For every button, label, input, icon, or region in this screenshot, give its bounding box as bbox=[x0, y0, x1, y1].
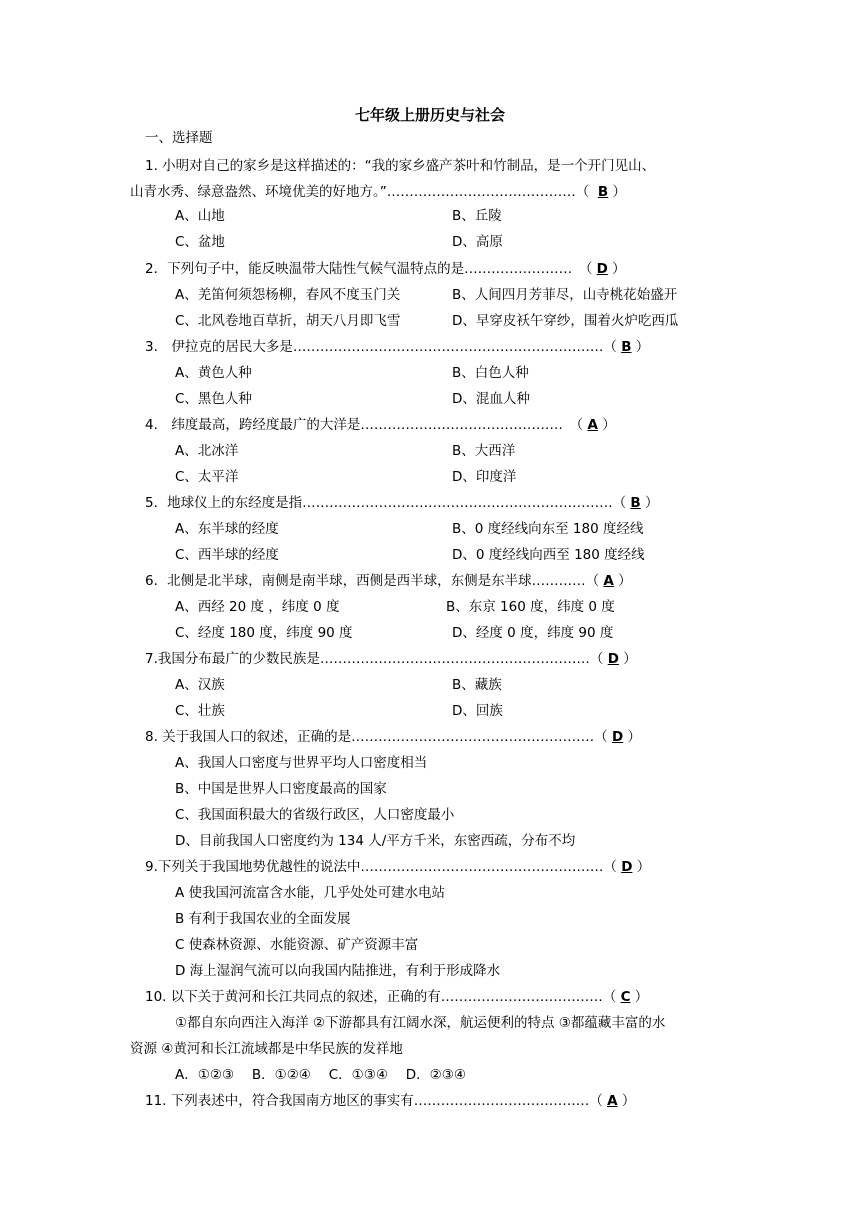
q7-option-c: C、壮族 bbox=[175, 703, 225, 719]
q1-option-a: A、山地 bbox=[175, 208, 225, 224]
q2-option-d: D、早穿皮袄午穿纱，围着火炉吃西瓜 bbox=[452, 313, 679, 329]
question-5-text: 5．地球仪上的东经度是指……………………………………………………………（ bbox=[145, 495, 627, 511]
question-1-stem-cont bbox=[130, 181, 626, 203]
q8-option-c: C、我国面积最大的省级行政区，人口密度最小 bbox=[175, 807, 455, 823]
q7-option-a: A、汉族 bbox=[175, 677, 225, 693]
q9-option-c: C 使森林资源、水能资源、矿产资源丰富 bbox=[175, 937, 419, 953]
question-1-stem-line2: 山青水秀、绿意盎然、环境优美的好地方。”……………………………………（ bbox=[130, 184, 590, 200]
q1-option-c: C、盆地 bbox=[175, 234, 225, 250]
q3-option-b: B、白色人种 bbox=[452, 365, 529, 381]
section-heading: 一、选择题 bbox=[145, 130, 213, 146]
question-10-text: 10. 以下关于黄河和长江共同点的叙述，正确的有………………………………（ bbox=[145, 989, 617, 1005]
q4-option-d: D、印度洋 bbox=[452, 469, 517, 485]
question-7-stem bbox=[145, 648, 637, 670]
question-10-answer: C bbox=[620, 989, 631, 1005]
question-3-stem bbox=[145, 336, 649, 358]
question-2-close: ） bbox=[612, 261, 626, 277]
question-2-answer: D bbox=[596, 261, 608, 277]
question-9-close: ） bbox=[636, 859, 651, 875]
question-6-close: ） bbox=[618, 573, 632, 589]
question-6-text: 6．北侧是北半球，南侧是南半球，西侧是西半球，东侧是东半球…………（ bbox=[145, 573, 600, 589]
q2-option-c: C、北风卷地百草折，胡天八月即飞雪 bbox=[175, 313, 401, 329]
q5-option-d: D、0 度经线向西至 180 度经线 bbox=[452, 547, 645, 563]
question-8-close: ） bbox=[627, 729, 641, 745]
question-10-stem bbox=[145, 986, 648, 1008]
question-4-stem bbox=[145, 414, 616, 436]
q6-option-c: C、经度 180 度，纬度 90 度 bbox=[175, 625, 353, 641]
question-6-answer: A bbox=[603, 573, 614, 589]
question-11-close: ） bbox=[621, 1093, 636, 1109]
q7-option-d: D、回族 bbox=[452, 703, 503, 719]
question-8-stem bbox=[145, 726, 641, 748]
question-4-close: ） bbox=[602, 417, 616, 433]
q5-option-a: A、东半球的经度 bbox=[175, 521, 279, 537]
question-7-answer: D bbox=[607, 651, 619, 667]
document-title: 七年级上册历史与社会 bbox=[354, 106, 505, 124]
q9-option-d: D 海上湿润气流可以向我国内陆推进，有利于形成降水 bbox=[175, 963, 501, 979]
question-9-stem bbox=[145, 856, 650, 878]
q3-option-c: C、黑色人种 bbox=[175, 391, 252, 407]
q4-option-c: C、太平洋 bbox=[175, 469, 239, 485]
q7-option-b: B、藏族 bbox=[452, 677, 502, 693]
question-1-close: ） bbox=[612, 184, 626, 200]
question-9-text: 9.下列关于我国地势优越性的说法中………………………………………………（ bbox=[145, 859, 617, 875]
question-2-stem bbox=[145, 258, 626, 280]
question-11-stem bbox=[145, 1090, 635, 1112]
q1-option-b: B、丘陵 bbox=[452, 208, 502, 224]
question-2-text: 2．下列句子中，能反映温带大陆性气候气温特点的是…………………… （ bbox=[145, 261, 593, 277]
q9-option-b: B 有利于我国农业的全面发展 bbox=[175, 911, 351, 927]
question-6-stem bbox=[145, 570, 632, 592]
question-5-answer: B bbox=[630, 495, 641, 511]
q6-option-b: B、东京 160 度，纬度 0 度 bbox=[446, 599, 615, 615]
question-5-close: ） bbox=[644, 495, 659, 511]
question-4-text: 4. 纬度最高，跨经度最广的大洋是……………………………………… （ bbox=[145, 417, 584, 433]
question-1-stem: 1. 小明对自己的家乡是这样描述的：“我的家乡盛产茶叶和竹制品，是一个开门见山、 bbox=[145, 158, 656, 174]
q6-option-a: A、西经 20 度 ，纬度 0 度 bbox=[175, 599, 340, 615]
q5-option-c: C、西半球的经度 bbox=[175, 547, 279, 563]
question-11-answer: A bbox=[607, 1093, 618, 1109]
q2-option-b: B、人间四月芳菲尽，山寺桃花始盛开 bbox=[452, 287, 678, 303]
q10-statements-line2: 资源 ④黄河和长江流域都是中华民族的发祥地 bbox=[130, 1041, 403, 1057]
question-3-text: 3. 伊拉克的居民大多是……………………………………………………………（ bbox=[145, 339, 617, 355]
q8-option-d: D、目前我国人口密度约为 134 人/平方千米，东密西疏，分布不均 bbox=[175, 833, 576, 849]
q2-option-a: A、羌笛何须怨杨柳，春风不度玉门关 bbox=[175, 287, 401, 303]
question-3-close: ） bbox=[635, 339, 650, 355]
question-10-close: ） bbox=[634, 989, 649, 1005]
q3-option-d: D、混血人种 bbox=[452, 391, 530, 407]
question-4-answer: A bbox=[587, 417, 598, 433]
question-8-answer: D bbox=[611, 729, 624, 745]
q1-option-d: D、高原 bbox=[452, 234, 503, 250]
q8-option-a: A、我国人口密度与世界平均人口密度相当 bbox=[175, 755, 428, 771]
question-7-text: 7.我国分布最广的少数民族是……………………………………………………（ bbox=[145, 651, 604, 667]
q4-option-b: B、大西洋 bbox=[452, 443, 516, 459]
question-1-answer: B bbox=[597, 184, 609, 200]
question-7-close: ） bbox=[623, 651, 637, 667]
question-5-stem bbox=[145, 492, 658, 514]
question-11-text: 11. 下列表述中，符合我国南方地区的事实有…………………………………（ bbox=[145, 1093, 603, 1109]
q4-option-a: A、北冰洋 bbox=[175, 443, 239, 459]
q5-option-b: B、0 度经线向东至 180 度经线 bbox=[452, 521, 644, 537]
question-9-answer: D bbox=[621, 859, 633, 875]
q3-option-a: A、黄色人种 bbox=[175, 365, 252, 381]
q10-statements-line1: ①都自东向西注入海洋 ②下游都具有江阔水深，航运便利的特点 ③都蕴藏丰富的水 bbox=[175, 1015, 666, 1031]
q8-option-b: B、中国是世界人口密度最高的国家 bbox=[175, 781, 387, 797]
q6-option-d: D、经度 0 度，纬度 90 度 bbox=[452, 625, 614, 641]
q9-option-a: A 使我国河流富含水能，几乎处处可建水电站 bbox=[175, 885, 446, 901]
q10-options: A．①②③ B．①②④ C．①③④ D．②③④ bbox=[175, 1067, 466, 1083]
question-3-answer: B bbox=[621, 339, 632, 355]
question-8-text: 8. 关于我国人口的叙述，正确的是………………………………………………（ bbox=[145, 729, 608, 745]
